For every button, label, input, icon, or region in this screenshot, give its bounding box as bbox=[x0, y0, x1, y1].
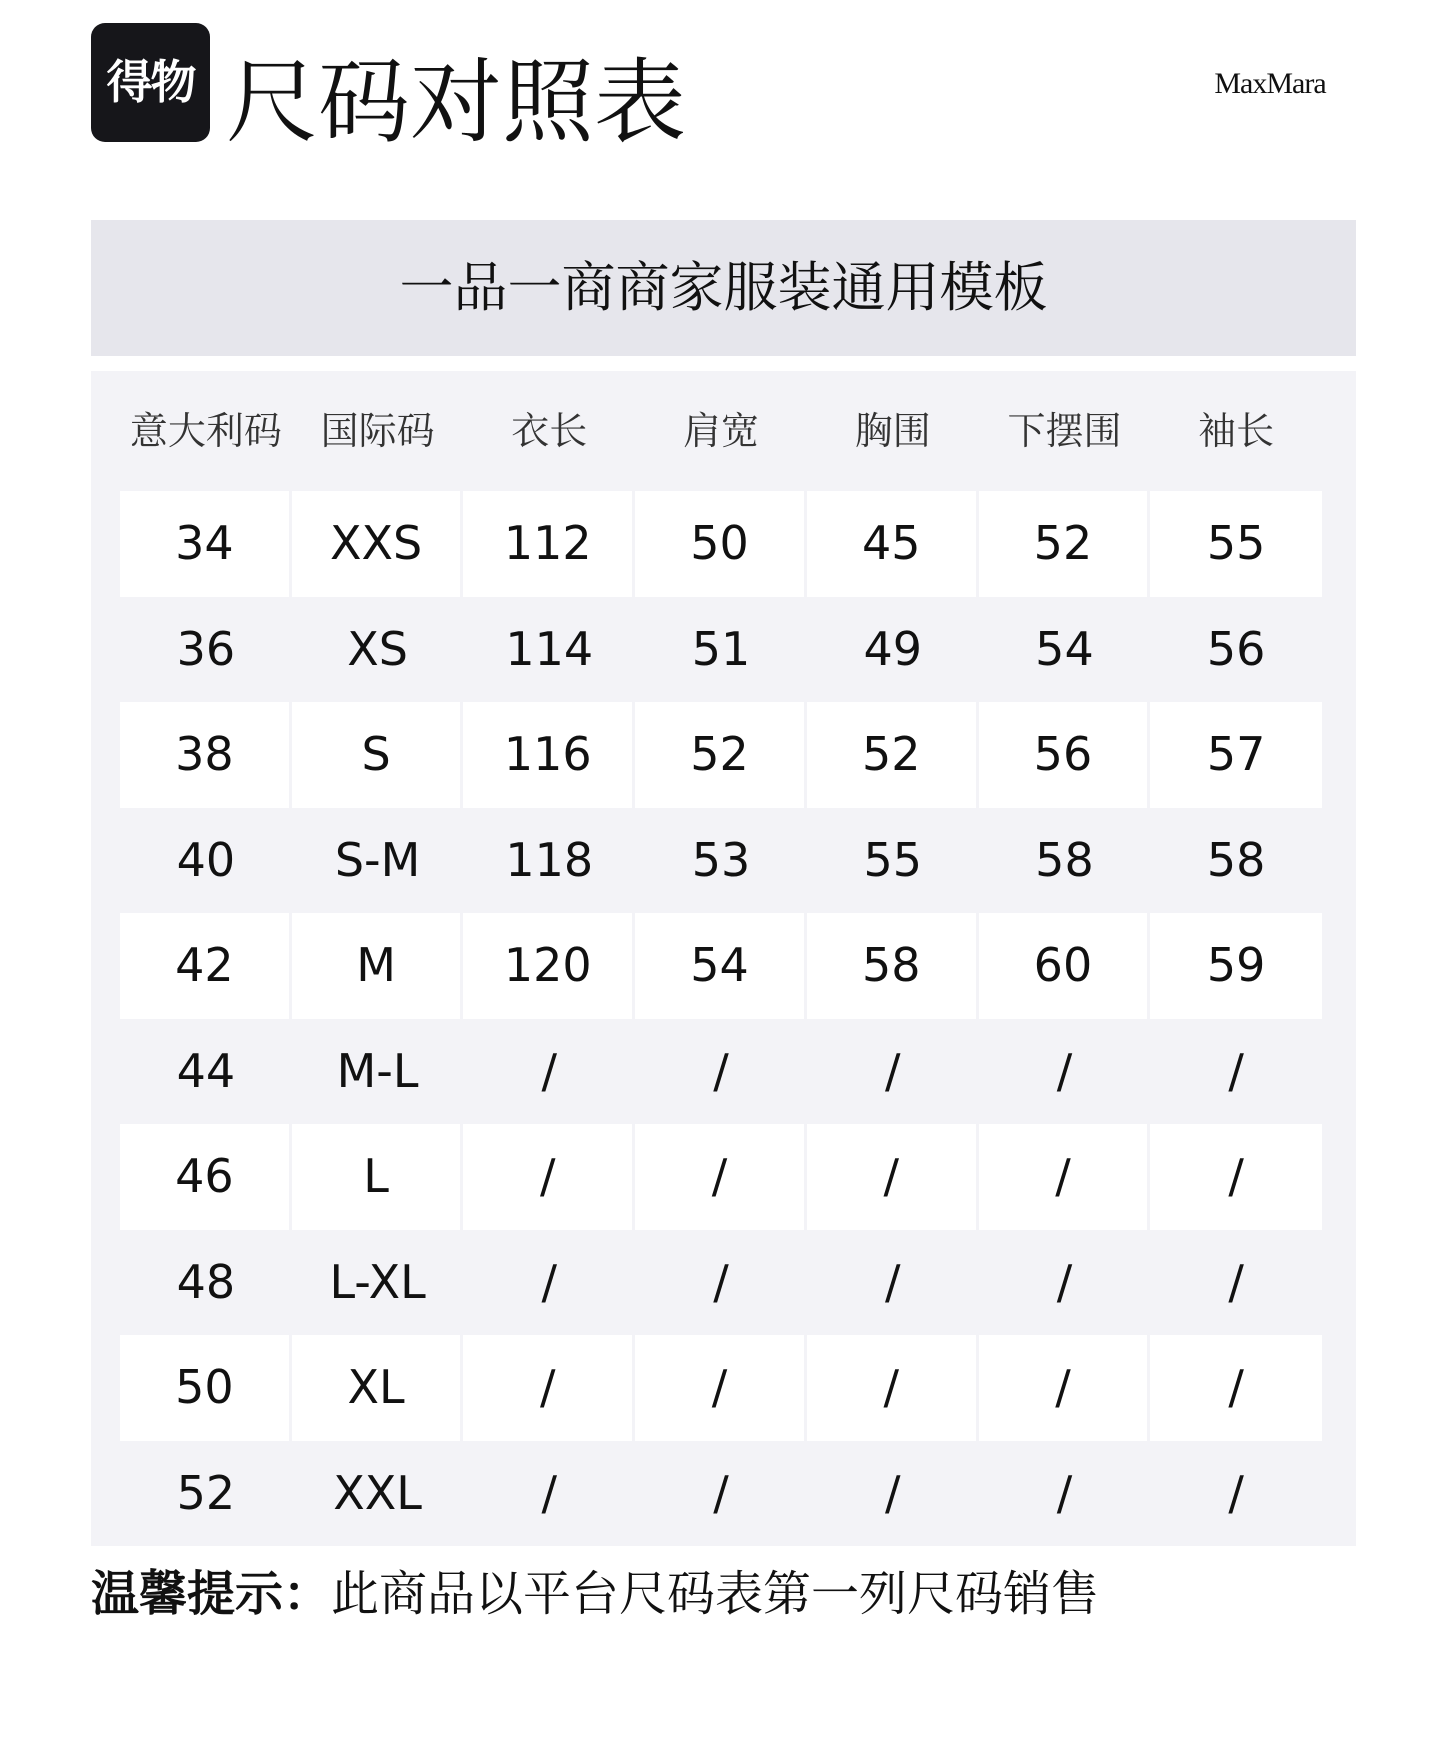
table-cell-chest: / bbox=[807, 1335, 979, 1441]
column-header-shoulder: 肩宽 bbox=[683, 409, 760, 453]
table-cell-chest: 49 bbox=[863, 621, 922, 676]
table-cell-sleeve: 56 bbox=[1206, 621, 1266, 676]
tip-note bbox=[91, 1564, 1099, 1624]
table-cell-shoulder: / bbox=[713, 1465, 729, 1520]
table-cell-length: 118 bbox=[505, 832, 594, 887]
table-cell-italian-size: 46 bbox=[120, 1124, 292, 1230]
table-cell-hem: 54 bbox=[1035, 621, 1094, 676]
table-cell-length: 112 bbox=[463, 491, 635, 597]
table-cell-length: 116 bbox=[463, 702, 635, 808]
column-header-sleeve: 袖长 bbox=[1198, 409, 1275, 453]
table-cell-sleeve: / bbox=[1228, 1465, 1244, 1520]
table-cell-italian-size: 36 bbox=[176, 621, 236, 676]
table-cell-italian-size: 44 bbox=[176, 1043, 236, 1098]
table-cell-international-size: XXL bbox=[333, 1465, 422, 1520]
table-cell-sleeve: 58 bbox=[1206, 832, 1266, 887]
table-cell-chest: / bbox=[884, 1043, 901, 1098]
table-cell-shoulder: / bbox=[713, 1254, 729, 1309]
table-cell-sleeve: 59 bbox=[1150, 913, 1322, 1019]
table-cell-hem: 52 bbox=[979, 491, 1151, 597]
table-cell-length: / bbox=[541, 1043, 558, 1098]
tip-text: 此商品以平台尺码表第一列尺码销售 bbox=[331, 1566, 1100, 1622]
table-cell-length: / bbox=[463, 1124, 635, 1230]
column-header-length: 衣长 bbox=[511, 409, 588, 453]
brand-logo: MaxMara bbox=[1214, 67, 1326, 100]
table-cell-chest: 55 bbox=[863, 832, 922, 887]
table-cell-chest: / bbox=[884, 1254, 901, 1309]
table-cell-hem: 58 bbox=[1035, 832, 1094, 887]
table-row bbox=[120, 702, 1322, 808]
column-header-chest: 胸围 bbox=[854, 409, 931, 453]
size-table bbox=[91, 371, 1356, 1546]
table-cell-shoulder: / bbox=[635, 1124, 807, 1230]
table-cell-shoulder: / bbox=[635, 1335, 807, 1441]
table-cell-chest: 52 bbox=[807, 702, 979, 808]
page-title: 尺码对照表 bbox=[226, 49, 687, 156]
tip-label: 温馨提示： bbox=[91, 1566, 332, 1622]
table-cell-chest: / bbox=[884, 1465, 901, 1520]
table-cell-length: / bbox=[541, 1465, 558, 1520]
table-cell-italian-size: 34 bbox=[120, 491, 292, 597]
table-cell-hem: / bbox=[979, 1124, 1151, 1230]
table-cell-sleeve: / bbox=[1228, 1254, 1244, 1309]
table-row bbox=[120, 1335, 1322, 1441]
table-cell-international-size: XS bbox=[347, 621, 408, 676]
table-cell-sleeve: / bbox=[1150, 1124, 1322, 1230]
column-header-italian-size: 意大利码 bbox=[129, 409, 282, 453]
table-body bbox=[120, 491, 1322, 1546]
table-cell-international-size: XXS bbox=[292, 491, 464, 597]
table-cell-italian-size: 38 bbox=[120, 702, 292, 808]
table-cell-international-size: XL bbox=[292, 1335, 464, 1441]
table-cell-hem: / bbox=[1056, 1465, 1073, 1520]
table-cell-italian-size: 40 bbox=[176, 832, 236, 887]
table-cell-chest: / bbox=[807, 1124, 979, 1230]
table-cell-international-size: S-M bbox=[334, 832, 421, 887]
table-cell-length: 120 bbox=[463, 913, 635, 1019]
table-cell-shoulder: 52 bbox=[635, 702, 807, 808]
table-cell-shoulder: / bbox=[713, 1043, 729, 1098]
table-row bbox=[120, 1019, 1322, 1125]
table-row bbox=[120, 597, 1322, 703]
table-cell-international-size: L-XL bbox=[329, 1254, 426, 1309]
table-header-row bbox=[120, 371, 1322, 491]
table-cell-international-size: M bbox=[292, 913, 464, 1019]
table-cell-sleeve: 55 bbox=[1150, 491, 1322, 597]
table-cell-hem: 60 bbox=[979, 913, 1151, 1019]
table-cell-sleeve: / bbox=[1228, 1043, 1244, 1098]
table-cell-chest: 45 bbox=[807, 491, 979, 597]
table-cell-italian-size: 42 bbox=[120, 913, 292, 1019]
table-cell-sleeve: / bbox=[1150, 1335, 1322, 1441]
table-cell-italian-size: 48 bbox=[176, 1254, 236, 1309]
table-cell-hem: / bbox=[1056, 1043, 1073, 1098]
template-title-bar: 一品一商商家服装通用模板 bbox=[91, 220, 1356, 356]
table-cell-shoulder: 54 bbox=[635, 913, 807, 1019]
table-cell-length: / bbox=[541, 1254, 558, 1309]
table-cell-international-size: S bbox=[292, 702, 464, 808]
table-cell-shoulder: 51 bbox=[691, 621, 751, 676]
table-cell-international-size: M-L bbox=[336, 1043, 419, 1098]
table-row bbox=[120, 1124, 1322, 1230]
table-row bbox=[120, 491, 1322, 597]
table-cell-length: / bbox=[463, 1335, 635, 1441]
table-cell-hem: 56 bbox=[979, 702, 1151, 808]
table-row bbox=[120, 1441, 1322, 1547]
table-cell-shoulder: 53 bbox=[691, 832, 751, 887]
table-cell-shoulder: 50 bbox=[635, 491, 807, 597]
column-header-hem: 下摆围 bbox=[1007, 409, 1122, 453]
table-cell-hem: / bbox=[979, 1335, 1151, 1441]
table-cell-hem: / bbox=[1056, 1254, 1073, 1309]
table-cell-sleeve: 57 bbox=[1150, 702, 1322, 808]
table-row bbox=[120, 808, 1322, 914]
table-cell-international-size: L bbox=[292, 1124, 464, 1230]
table-cell-italian-size: 52 bbox=[176, 1465, 236, 1520]
table-row bbox=[120, 1230, 1322, 1336]
table-cell-length: 114 bbox=[505, 621, 594, 676]
dewu-logo: 得物 bbox=[91, 23, 210, 142]
table-cell-chest: 58 bbox=[807, 913, 979, 1019]
table-row bbox=[120, 913, 1322, 1019]
column-header-international-size: 国际码 bbox=[320, 409, 435, 453]
table-cell-italian-size: 50 bbox=[120, 1335, 292, 1441]
